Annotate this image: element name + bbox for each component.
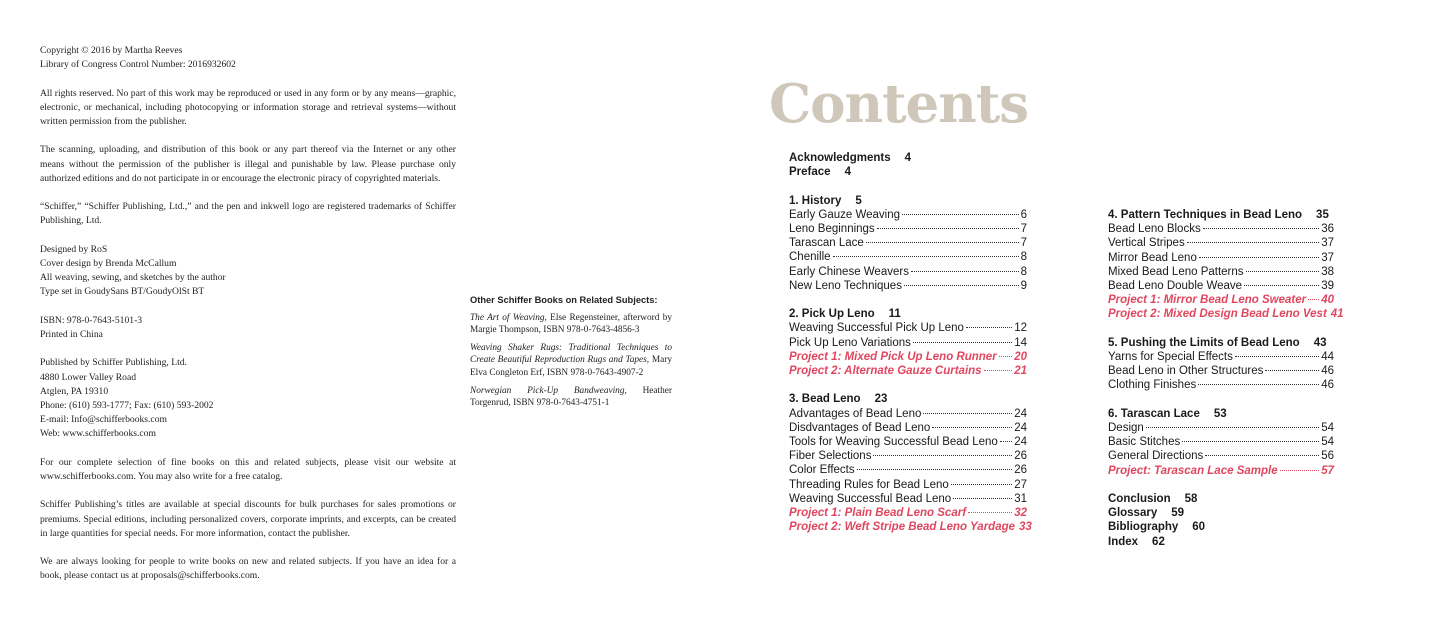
toc-item-page: 8 — [1020, 265, 1027, 278]
toc-project-item — [1108, 464, 1334, 478]
toc-project-item — [789, 506, 1027, 520]
toc-heading-label: Conclusion — [1108, 493, 1171, 506]
toc-item-page: 46 — [1321, 365, 1334, 378]
toc-leader-dots — [999, 356, 1013, 357]
toc-item — [789, 236, 1027, 250]
other-books-block — [470, 294, 672, 415]
toc-item — [789, 478, 1027, 492]
toc-chapter-heading — [1108, 407, 1334, 421]
toc-item-page: 46 — [1321, 379, 1334, 392]
toc-chapter — [789, 194, 1027, 293]
toc-leader-dots — [966, 327, 1012, 328]
toc-leader-dots — [1203, 228, 1320, 229]
isbn-line: ISBN: 978-0-7643-5101-3 — [40, 314, 143, 326]
toc-chapter — [1108, 407, 1334, 478]
toc-item — [789, 463, 1027, 477]
toc-leader-dots — [913, 342, 1012, 343]
toc-item — [789, 265, 1027, 279]
toc-leader-dots — [932, 427, 1012, 428]
other-book-entry — [470, 385, 672, 410]
toc-chapter — [789, 392, 1032, 534]
toc-back-entry — [1108, 492, 1334, 506]
toc-leader-dots — [1205, 455, 1319, 456]
toc-item-page: 24 — [1014, 421, 1027, 434]
credit-line: Designed by RoS — [40, 243, 108, 255]
toc-item-page: 54 — [1321, 422, 1334, 435]
toc-item-label: Mixed Bead Leno Patterns — [1108, 265, 1244, 278]
toc-item-label: Project 2: Alternate Gauze Curtains — [789, 365, 982, 378]
toc-leader-dots — [1000, 441, 1012, 442]
toc-item-label: Project 1: Mixed Pick Up Leno Runner — [789, 350, 997, 363]
toc-heading-page: 4 — [904, 152, 912, 164]
discounts-paragraph: Schiffer Publishing’s titles are available at special discounts for bulk purchases for sales promotions or premiums. Special editions, including personalized covers, corporate imprints, and excerpts, can be created in large quantities for special needs. For more information, contact the publisher. — [40, 499, 456, 539]
toc-item-page: 12 — [1014, 322, 1027, 335]
toc-project-item — [1108, 307, 1344, 321]
toc-front-entry — [789, 165, 1027, 179]
toc-item-page: 37 — [1321, 251, 1334, 264]
toc-item-page: 33 — [1019, 521, 1032, 534]
publisher-line: Web: www.schifferbooks.com — [40, 428, 156, 440]
toc-item-page: 26 — [1014, 464, 1027, 477]
toc-heading-label: Preface — [789, 166, 831, 179]
toc-item-page: 38 — [1321, 265, 1334, 278]
toc-item — [789, 336, 1027, 350]
toc-chapter-heading — [789, 392, 1027, 406]
toc-heading-label: 1. History — [789, 194, 842, 207]
publisher-line: Phone: (610) 593-1777; Fax: (610) 593-2002 — [40, 399, 214, 411]
toc-heading-label: 4. Pattern Techniques in Bead Leno — [1108, 209, 1303, 221]
toc-heading-label: Bibliography — [1108, 521, 1179, 534]
toc-item — [789, 321, 1027, 335]
credit-line: All weaving, sewing, and sketches by the author — [40, 272, 226, 284]
toc-item-label: Early Chinese Weavers — [789, 265, 909, 278]
trademarks-paragraph: “Schiffer,” “Schiffer Publishing, Ltd.,” and the pen and inkwell logo are registered trademarks of Schiffer Publishing, Ltd. — [40, 201, 456, 227]
toc-leader-dots — [1280, 470, 1320, 471]
toc-item-page: 20 — [1014, 350, 1027, 363]
authors-paragraph: We are always looking for people to write books on new and related subjects. If you have an idea for a book, please contact us at proposals@schifferbooks.com. — [40, 556, 456, 582]
toc-back-entry — [1108, 506, 1334, 520]
toc-leader-dots — [984, 370, 1013, 371]
toc-item-label: General Directions — [1108, 450, 1204, 463]
toc-heading-page: 5 — [855, 194, 862, 207]
toc-item-label: Fiber Selections — [789, 450, 872, 463]
toc-item — [789, 279, 1027, 293]
toc-leader-dots — [904, 285, 1019, 286]
toc-project-item — [1108, 293, 1334, 307]
toc-item-page: 6 — [1020, 208, 1027, 221]
toc-chapter — [1108, 208, 1344, 322]
toc-heading-label: 3. Bead Leno — [789, 393, 861, 406]
toc-item — [1108, 435, 1334, 449]
isbn-block — [40, 314, 456, 342]
toc-chapter — [789, 307, 1027, 378]
toc-item-page: 54 — [1321, 436, 1334, 449]
toc-chapter-heading — [789, 194, 1027, 208]
toc-item-page: 7 — [1020, 223, 1027, 235]
toc-leader-dots — [1187, 242, 1320, 243]
toc-item — [789, 492, 1027, 506]
toc-heading-page: 53 — [1213, 407, 1227, 420]
toc-item-page: 24 — [1014, 407, 1027, 420]
toc-leader-dots — [857, 469, 1013, 470]
toc-front-entry — [789, 151, 1027, 165]
toc-leader-dots — [1182, 441, 1319, 442]
toc-leader-dots — [951, 484, 1012, 485]
toc-leader-dots — [1308, 299, 1319, 300]
toc-item-page: 21 — [1014, 365, 1027, 378]
toc-item-label: Weaving Successful Bead Leno — [789, 492, 952, 505]
credits-block — [40, 243, 456, 300]
toc-item — [1108, 251, 1334, 265]
toc-heading-page: 43 — [1313, 336, 1327, 349]
toc-heading-page: 23 — [874, 393, 888, 406]
book-title: Weaving Shaker Rugs: Traditional Techniques to Create Beautiful Reproduction Rugs and Tapes, — [470, 342, 672, 366]
toc-heading-label: 5. Pushing the Limits of Bead Leno — [1108, 336, 1300, 349]
book-details: Else Regensteiner, afterword by Margie Thompson, ISBN 978-0-7643-4856-3 — [470, 312, 673, 336]
selection-paragraph: For our complete selection of fine books on this and related subjects, please visit our website at www.schifferbooks.com. You may also write for a free catalog. — [40, 456, 456, 482]
toc-leader-dots — [923, 413, 1012, 414]
toc-item-page: 31 — [1014, 492, 1027, 505]
credit-line: Cover design by Brenda McCallum — [40, 257, 177, 269]
toc-item-label: Vertical Stripes — [1108, 237, 1185, 250]
toc-item — [1108, 378, 1334, 392]
other-books-heading: Other Schiffer Books on Related Subjects: — [470, 295, 658, 305]
toc-heading-label: 2. Pick Up Leno — [789, 308, 875, 321]
toc-item-page: 27 — [1014, 478, 1027, 491]
toc-leader-dots — [968, 512, 1012, 513]
copyright-line: Copyright © 2016 by Martha Reeves — [40, 45, 183, 56]
toc-item — [789, 449, 1027, 463]
toc-item-page: 7 — [1020, 237, 1027, 250]
book-title: The Art of Weaving, — [470, 312, 547, 323]
toc-item — [789, 208, 1027, 222]
toc-item-label: Bead Leno Double Weave — [1108, 280, 1243, 293]
toc-leader-dots — [833, 256, 1019, 257]
toc-item-page: 57 — [1321, 464, 1334, 477]
toc-project-item — [789, 364, 1027, 378]
toc-heading-page: 60 — [1192, 521, 1206, 534]
publisher-block — [40, 356, 456, 441]
toc-item — [789, 222, 1027, 236]
rights-paragraph: All rights reserved. No part of this work may be reproduced or used in any form or by any means—graphic, electronic, or mechanical, including photocopying or information storage and retrieval systems—without written permission from the publisher. — [40, 87, 456, 127]
toc-item-page: 8 — [1020, 251, 1027, 264]
toc-chapter-heading — [789, 307, 1027, 321]
toc-item-label: Chenille — [789, 251, 831, 264]
toc-item-page: 39 — [1321, 280, 1334, 293]
toc-leader-dots — [1235, 356, 1319, 357]
toc-item-label: New Leno Techniques — [789, 279, 902, 292]
toc-item-label: Basic Stitches — [1108, 436, 1181, 449]
toc-item-label: Advantages of Bead Leno — [789, 407, 922, 420]
toc-project-item — [789, 350, 1027, 364]
lccn-line: Library of Congress Control Number: 2016932602 — [40, 59, 236, 71]
credit-line: Type set in GoudySans BT/GoudyOlSt BT — [40, 286, 205, 298]
other-book-entry — [470, 312, 672, 337]
toc-item — [789, 250, 1027, 264]
toc-leader-dots — [1198, 384, 1319, 385]
toc-item — [1108, 222, 1334, 236]
toc-item — [789, 435, 1027, 449]
toc-item-label: Project 2: Mixed Design Bead Leno Vest — [1108, 308, 1327, 321]
toc-leader-dots — [866, 242, 1019, 243]
toc-item-label: Project 1: Plain Bead Leno Scarf — [789, 507, 967, 520]
toc-leader-dots — [877, 228, 1019, 229]
toc-item-label: Early Gauze Weaving — [789, 208, 901, 221]
toc-chapter — [1108, 336, 1334, 393]
toc-item-label: Tools for Weaving Successful Bead Leno — [789, 436, 998, 449]
toc-item-label: Tarascan Lace — [789, 237, 864, 250]
toc-item-page: 37 — [1321, 237, 1334, 250]
toc-spacer — [789, 179, 1027, 193]
toc-heading-label: Glossary — [1108, 507, 1158, 520]
publisher-line: Published by Schiffer Publishing, Ltd. — [40, 357, 187, 369]
copyright-block — [40, 44, 456, 598]
right-page — [720, 0, 1440, 641]
toc-item-label: Color Effects — [789, 464, 855, 477]
toc-item-label: Pick Up Leno Variations — [789, 336, 911, 349]
toc-item-label: Design — [1108, 422, 1144, 435]
toc-item-page: 14 — [1014, 336, 1027, 349]
toc-leader-dots — [902, 214, 1019, 215]
copyright-notice — [40, 44, 456, 72]
toc-leader-dots — [873, 455, 1012, 456]
toc-item-page: 24 — [1014, 436, 1027, 449]
toc-left-column — [789, 151, 1032, 534]
toc-heading-page: 35 — [1316, 209, 1329, 221]
scanning-paragraph: The scanning, uploading, and distribution of this book or any part thereof via the Internet or any other means without the permission of the publisher is illegal and punishable by law. Please purchase only authorized editions and do not participate in or encourage the electronic piracy of copyrighted materials. — [40, 144, 456, 184]
toc-item-label: Leno Beginnings — [789, 223, 875, 235]
toc-item-label: Weaving Successful Pick Up Leno — [789, 322, 964, 335]
toc-item-label: Yarns for Special Effects — [1108, 351, 1233, 364]
toc-leader-dots — [1244, 285, 1319, 286]
toc-item — [789, 421, 1027, 435]
toc-item-label: Clothing Finishes — [1108, 379, 1197, 392]
toc-leader-dots — [911, 271, 1019, 272]
toc-item-page: 26 — [1014, 450, 1027, 463]
toc-leader-dots — [1146, 427, 1319, 428]
toc-item — [1108, 449, 1334, 463]
toc-item-page: 56 — [1321, 450, 1334, 463]
toc-item — [1108, 364, 1334, 378]
toc-item — [1108, 265, 1334, 279]
toc-spacer — [1108, 478, 1334, 492]
toc-back-entry — [1108, 520, 1334, 534]
toc-item-label: Bead Leno in Other Structures — [1108, 365, 1264, 378]
publisher-line: E-mail: Info@schifferbooks.com — [40, 414, 167, 426]
toc-item — [1108, 279, 1334, 293]
toc-leader-dots — [953, 498, 1012, 499]
toc-chapter-heading — [1108, 336, 1334, 350]
toc-heading-page: 11 — [888, 308, 901, 321]
toc-leader-dots — [1246, 271, 1320, 272]
toc-item — [1108, 421, 1334, 435]
toc-heading-page: 59 — [1171, 507, 1185, 520]
toc-item-page: 32 — [1014, 507, 1027, 520]
toc-item — [1108, 236, 1334, 250]
toc-item-label: Mirror Bead Leno — [1108, 251, 1197, 264]
printed-line: Printed in China — [40, 328, 103, 340]
toc-project-item — [789, 520, 1032, 534]
toc-leader-dots — [1199, 257, 1319, 258]
toc-item-page: 41 — [1330, 308, 1344, 321]
toc-heading-label: Index — [1108, 535, 1139, 548]
toc-item-label: Project 1: Mirror Bead Leno Sweater — [1108, 294, 1307, 307]
toc-item-label: Disdvantages of Bead Leno — [789, 421, 931, 434]
toc-heading-page: 62 — [1152, 535, 1165, 548]
toc-item-label: Bead Leno Blocks — [1108, 223, 1201, 236]
contents-title: Contents — [769, 73, 1029, 135]
toc-right-column — [1108, 208, 1344, 549]
toc-item-page: 40 — [1321, 294, 1334, 307]
toc-heading-page: 58 — [1184, 493, 1198, 506]
toc-item-page: 44 — [1321, 351, 1334, 364]
toc-item — [1108, 350, 1334, 364]
toc-item-label: Threading Rules for Bead Leno — [789, 478, 949, 491]
toc-leader-dots — [1265, 370, 1319, 371]
toc-item-page: 36 — [1321, 223, 1334, 236]
toc-heading-label: Acknowledgments — [789, 152, 891, 164]
toc-heading-page: 4 — [844, 166, 851, 179]
publisher-line: 4880 Lower Valley Road — [40, 371, 137, 383]
toc-item — [789, 407, 1027, 421]
book-details: Heather Torgenrud, ISBN 978-0-7643-4751-1 — [470, 385, 672, 409]
book-details: Mary Elva Congleton Erf, ISBN 978-0-7643-4907-2 — [470, 355, 672, 378]
publisher-line: Atglen, PA 19310 — [40, 385, 109, 397]
book-title: Norwegian Pick-Up Bandweaving, — [470, 385, 627, 396]
toc-chapter-heading — [1108, 208, 1334, 222]
toc-item-label: Project 2: Weft Stripe Bead Leno Yardage — [789, 521, 1016, 534]
toc-heading-label: 6. Tarascan Lace — [1108, 407, 1200, 420]
other-book-entry — [470, 342, 672, 380]
toc-item-label: Project: Tarascan Lace Sample — [1108, 464, 1278, 477]
toc-back-entry — [1108, 535, 1334, 549]
toc-item-page: 9 — [1020, 279, 1027, 292]
